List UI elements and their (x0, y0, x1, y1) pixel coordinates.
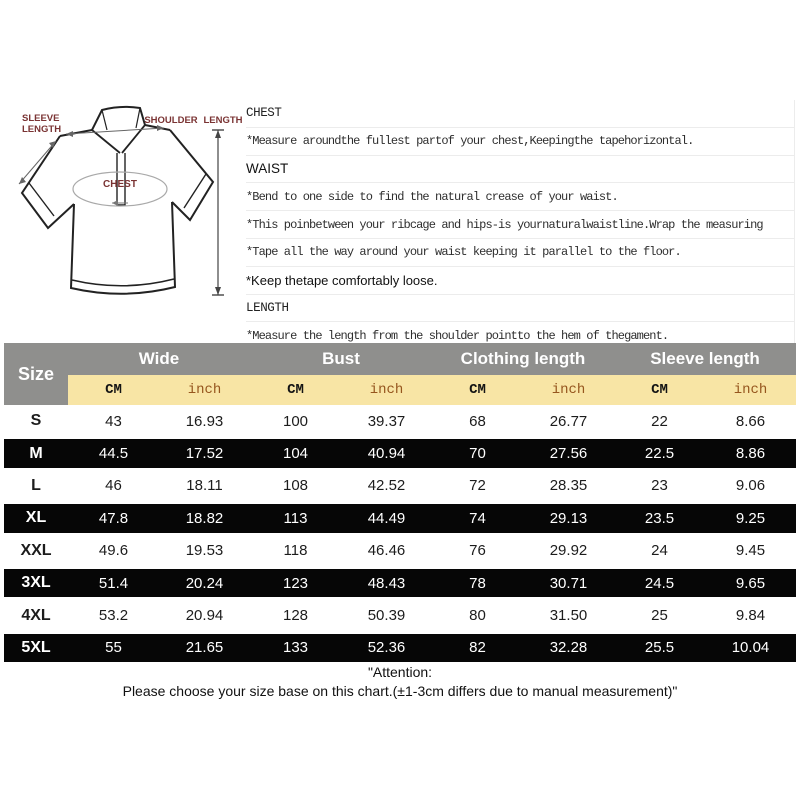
measurement-value: 100 (282, 412, 309, 430)
table-row (4, 470, 796, 502)
table-row (4, 599, 796, 631)
shirt-measure-diagram (8, 103, 246, 338)
measurement-value: 51.4 (98, 574, 129, 592)
measurement-value: 40.94 (367, 445, 406, 463)
size-chart-table (4, 343, 796, 664)
measurement-value: 74 (469, 509, 486, 527)
measurement-value: 118 (283, 542, 308, 560)
measurement-value: 53.2 (98, 607, 129, 625)
measurement-value: 44.49 (367, 509, 406, 527)
measurement-value: 9.45 (735, 542, 766, 560)
measurement-value: 9.65 (735, 574, 766, 592)
measurement-value: 8.66 (735, 412, 766, 430)
measurement-value: 70 (469, 445, 486, 463)
measurement-value: 9.25 (735, 509, 766, 527)
table-row (4, 502, 796, 534)
measurement-value: 46.46 (367, 542, 406, 560)
table-row (4, 567, 796, 599)
attention-line1: "Attention: (367, 664, 433, 680)
guide-row: WAIST (246, 156, 794, 184)
measurement-value: 25 (651, 607, 668, 625)
measurement-value: 68 (469, 412, 486, 430)
measurement-value: 52.36 (367, 639, 406, 657)
unit-header-cm: CM (614, 375, 705, 405)
guide-row: *Measure the length from the shoulder pointto the hem of thegament. (246, 322, 794, 350)
unit-header-cm: CM (432, 375, 523, 405)
measurement-value: 8.86 (735, 445, 766, 463)
measurement-value: 22.5 (644, 445, 675, 463)
measurement-value: 30.71 (549, 574, 588, 592)
measurement-value: 16.93 (185, 412, 224, 430)
measurement-value: 22 (651, 412, 668, 430)
measurement-value: 9.84 (735, 607, 766, 625)
measurement-value: 80 (469, 607, 486, 625)
unit-header-inch: inch (159, 375, 250, 405)
attention-line2: Please choose your size base on this chart.(±1-3cm differs due to manual measurement)" (122, 682, 678, 699)
table-row (4, 437, 796, 469)
guide-row: *Measure aroundthe fullest partof your chest,Keepingthe tapehorizontal. (246, 128, 794, 156)
sleeve-length-label-2: LENGTH (22, 124, 62, 135)
measurement-value: 18.11 (186, 477, 223, 495)
measurement-value: 25.5 (644, 639, 675, 657)
measurement-value: 23 (651, 477, 668, 495)
measurement-value: 29.13 (549, 509, 588, 527)
measurement-value: 72 (469, 477, 486, 495)
guide-row: *This poinbetween your ribcage and hips-is yournaturalwaistline.Wrap the measuring (246, 211, 794, 239)
measurement-value: 78 (469, 574, 486, 592)
unit-header-cm: CM (68, 375, 159, 405)
measurement-value: 46 (105, 477, 122, 495)
measurement-value: 26.77 (549, 412, 588, 430)
measurement-value: 49.6 (98, 542, 129, 560)
measurement-value: 17.52 (185, 445, 224, 463)
unit-header-inch: inch (705, 375, 796, 405)
measurement-value: 113 (283, 509, 308, 527)
measurement-value: 9.06 (735, 477, 766, 495)
measurement-value: 19.53 (185, 542, 224, 560)
measurement-value: 31.50 (549, 607, 588, 625)
measurement-value: 20.94 (185, 607, 224, 625)
row-size-label: S (30, 412, 42, 430)
row-size-label: 5XL (21, 638, 51, 656)
measurement-value: 48.43 (367, 574, 406, 592)
measurement-value: 128 (282, 607, 309, 625)
table-row (4, 405, 796, 437)
group-header: Wide (68, 343, 250, 375)
measurement-value: 123 (282, 574, 309, 592)
group-header: Sleeve length (614, 343, 796, 375)
size-table-header (4, 343, 796, 405)
measurement-value: 104 (282, 445, 309, 463)
unit-header-cm: CM (250, 375, 341, 405)
guide-row: *Bend to one side to find the natural crease of your waist. (246, 183, 794, 211)
row-size-label: 3XL (21, 574, 51, 592)
measurement-value: 76 (469, 542, 486, 560)
row-size-label: XXL (20, 541, 52, 559)
measurement-value: 24 (651, 542, 668, 560)
sleeve-length-label: SLEEVE (22, 113, 60, 124)
measurement-value: 108 (282, 477, 309, 495)
measurement-value: 55 (105, 639, 122, 657)
chest-label: CHEST (103, 179, 137, 190)
measurement-value: 133 (282, 639, 309, 657)
guide-row: LENGTH (246, 295, 794, 323)
row-size-label: L (31, 476, 41, 494)
row-size-label: M (29, 444, 43, 462)
measurement-value: 23.5 (644, 509, 675, 527)
table-row (4, 632, 796, 664)
size-column-header: Size (4, 343, 68, 405)
measurement-value: 44.5 (98, 445, 129, 463)
row-size-label: 4XL (21, 606, 51, 624)
measurement-value: 24.5 (644, 574, 675, 592)
unit-header-inch: inch (523, 375, 614, 405)
size-table-body (4, 405, 796, 664)
measurement-value: 32.28 (549, 639, 588, 657)
measurement-value: 20.24 (185, 574, 224, 592)
measurement-value: 50.39 (367, 607, 406, 625)
measurement-value: 21.65 (185, 639, 224, 657)
measurement-value: 47.8 (98, 509, 129, 527)
measurement-value: 29.92 (549, 542, 588, 560)
measurement-value: 82 (469, 639, 486, 657)
guide-row: CHEST (246, 100, 794, 128)
measuring-instructions (246, 100, 795, 350)
measurement-value: 10.04 (731, 639, 770, 657)
shoulder-label: SHOULDER (144, 115, 198, 126)
measurement-value: 43 (105, 412, 122, 430)
length-label: LENGTH (203, 115, 243, 126)
guide-row: *Tape all the way around your waist keeping it parallel to the floor. (246, 239, 794, 267)
measurement-value: 42.52 (367, 477, 406, 495)
measurement-value: 27.56 (549, 445, 588, 463)
measurement-value: 39.37 (367, 412, 406, 430)
group-header: Bust (250, 343, 432, 375)
group-header: Clothing length (432, 343, 614, 375)
measurement-value: 28.35 (549, 477, 588, 495)
table-row (4, 535, 796, 567)
guide-row: *Keep thetape comfortably loose. (246, 267, 794, 295)
polo-shirt-diagram-icon (8, 103, 246, 338)
measurement-value: 18.82 (185, 509, 224, 527)
attention-note (0, 663, 800, 700)
unit-header-inch: inch (341, 375, 432, 405)
row-size-label: XL (25, 509, 47, 527)
